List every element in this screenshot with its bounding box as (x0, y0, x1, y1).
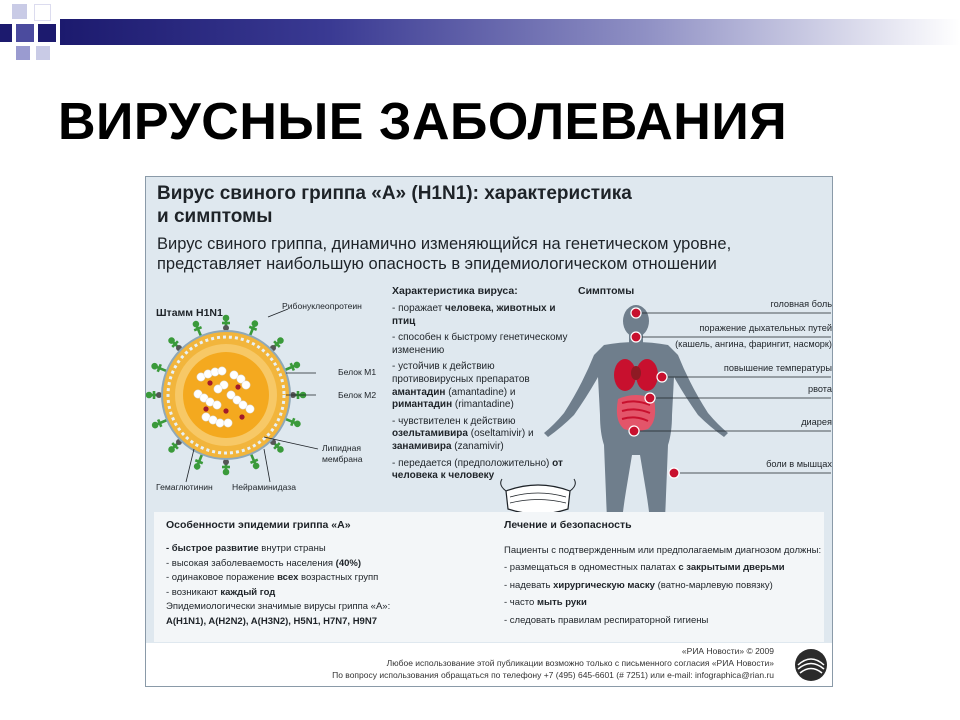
char-item-text: (amantadine) и (445, 386, 516, 398)
header-square (36, 46, 50, 60)
safety-item-text: (ватно-марлевую повязку) (654, 579, 773, 591)
safety-list (504, 542, 822, 629)
epidemic-item (166, 542, 486, 557)
safety-item-text: - размещаться в одноместных палатах (504, 562, 679, 574)
epidemic-item (166, 557, 486, 572)
char-item-text: (zanamivir) (451, 440, 504, 452)
epidemic-item-text: внутри страны (258, 543, 326, 554)
safety-item-text: - часто (504, 597, 537, 609)
label-lipid-line1: Липидная (322, 443, 362, 453)
symptom-respiratory: поражение дыхательных путей (699, 323, 832, 333)
symptom-fever: повышение температуры (723, 363, 832, 373)
slide-title: ВИРУСНЫЕ ЗАБОЛЕВАНИЯ (58, 93, 788, 151)
char-item-text: - способен к быстрому генетическому изменению (392, 332, 568, 356)
symptom-muscle-pain: боли в мышцах (766, 459, 832, 469)
safety-item-bold: хирургическую маску (553, 579, 655, 591)
safety-item-bold: с закрытыми дверьми (678, 562, 785, 574)
char-item-bold: человека, животных и птиц (392, 303, 556, 327)
safety-item-bold: мыть руки (536, 597, 587, 609)
footer-credit: «РИА Новости» © 2009 (681, 646, 774, 656)
symptom-headache: головная боль (770, 299, 832, 309)
epidemic-viruses-label: Эпидемиологически значимые вирусы гриппа «А»: (166, 601, 391, 612)
char-item-bold: озельтамивира (392, 428, 468, 440)
safety-item (504, 559, 819, 576)
safety-item (504, 594, 819, 611)
char-item-bold: амантадин (392, 386, 446, 398)
char-item-text: - устойчив к действию противовирусных препаратов (392, 361, 530, 385)
epidemic-item-bold: (40%) (335, 557, 361, 569)
header-square (38, 24, 56, 42)
safety-title: Лечение и безопасность (504, 519, 632, 531)
header-square (16, 46, 30, 60)
symptoms-title: Симптомы (578, 285, 635, 297)
infographic-subtitle: Вирус свиного гриппа, динамично изменяющийся на генетическом уровне, представляет наибольшую опасность в эпидемиологическом отношении (157, 235, 732, 273)
label-protein-m1: Белок М1 (338, 367, 377, 377)
epidemic-title: Особенности эпидемии гриппа «А» (166, 519, 351, 531)
ria-logo-icon (794, 648, 828, 682)
header-square (16, 24, 34, 42)
footer-line1: Любое использование этой публикации возможно только с письменного согласия «РИА Новости» (386, 658, 774, 668)
char-item-bold: занамивира (392, 440, 452, 452)
label-hemagglutinin: Гемаглютинин (156, 482, 213, 492)
safety-item-text: - надевать (504, 579, 554, 591)
safety-intro: Пациенты с подтвержденным или предполагаемым диагнозом должны: (504, 545, 822, 556)
epidemic-viruses-list: A(H1N1), A(H2N2), A(H3N2), H5N1, H7N7, H9N7 (166, 615, 377, 627)
char-item-bold: римантадин (392, 399, 453, 411)
epidemic-list (166, 542, 486, 629)
safety-item (504, 577, 819, 594)
infographic-title (157, 182, 817, 228)
header-square (0, 24, 12, 42)
char-item-bold: от человека к человеку (392, 457, 563, 482)
strain-title: Штамм H1N1 (156, 307, 223, 319)
safety-item: - следовать правилам респираторной гигиены (504, 614, 709, 626)
header-square (12, 4, 27, 19)
epidemic-item-bold: - быстрое развитие (166, 543, 259, 554)
infographic-title-line2: и симптомы (157, 206, 273, 227)
label-lipid-line2: мембрана (322, 454, 363, 464)
infographic-panel (145, 176, 833, 687)
virus-diagram (146, 299, 386, 509)
epidemic-item (166, 586, 486, 601)
epidemic-item-text: - высокая заболеваемость населения (166, 557, 336, 569)
epidemic-item-text: - возникают (166, 586, 221, 598)
symptom-respiratory-detail: (кашель, ангина, фарингит, насморк) (675, 339, 832, 349)
infographic-title-line1: Вирус свиного гриппа «А» (H1N1): характеристика (157, 183, 632, 204)
char-item-text: (rimantadine) (452, 399, 514, 411)
slide-header-decoration (0, 0, 960, 60)
label-ribonucleoprotein: Рибонуклеопротеин (282, 301, 362, 311)
infographic-footer (146, 643, 832, 686)
symptom-vomiting: рвота (807, 384, 832, 394)
epidemic-item-bold: всех (277, 572, 299, 583)
epidemic-item-text: возрастных групп (298, 572, 379, 583)
epidemic-features-box (154, 512, 492, 642)
header-gradient-bar (60, 19, 960, 45)
char-item-text: (oseltamivir) и (467, 428, 534, 440)
label-neuraminidase: Нейраминидаза (232, 482, 297, 492)
footer-line2: По вопросу использования обращаться по телефону +7 (495) 645-6601 (# 7251) или e-mail: infographica@rian.ru (332, 670, 774, 680)
symptom-diarrhea: диарея (801, 417, 832, 427)
virus-illustration (146, 299, 386, 509)
epidemic-item-text: - одинаковое поражение (166, 572, 278, 583)
char-item-text: - чувствителен к действию (392, 415, 516, 427)
epidemic-item-bold: каждый год (220, 586, 276, 598)
header-square (34, 4, 51, 21)
char-item-text: - передается (предположительно) (392, 457, 553, 469)
char-item-text: - поражает (392, 303, 446, 314)
epidemic-item (166, 571, 486, 586)
characteristics-title: Характеристика вируса: (392, 285, 518, 297)
treatment-safety-box (492, 512, 824, 642)
label-protein-m2: Белок М2 (338, 390, 377, 400)
